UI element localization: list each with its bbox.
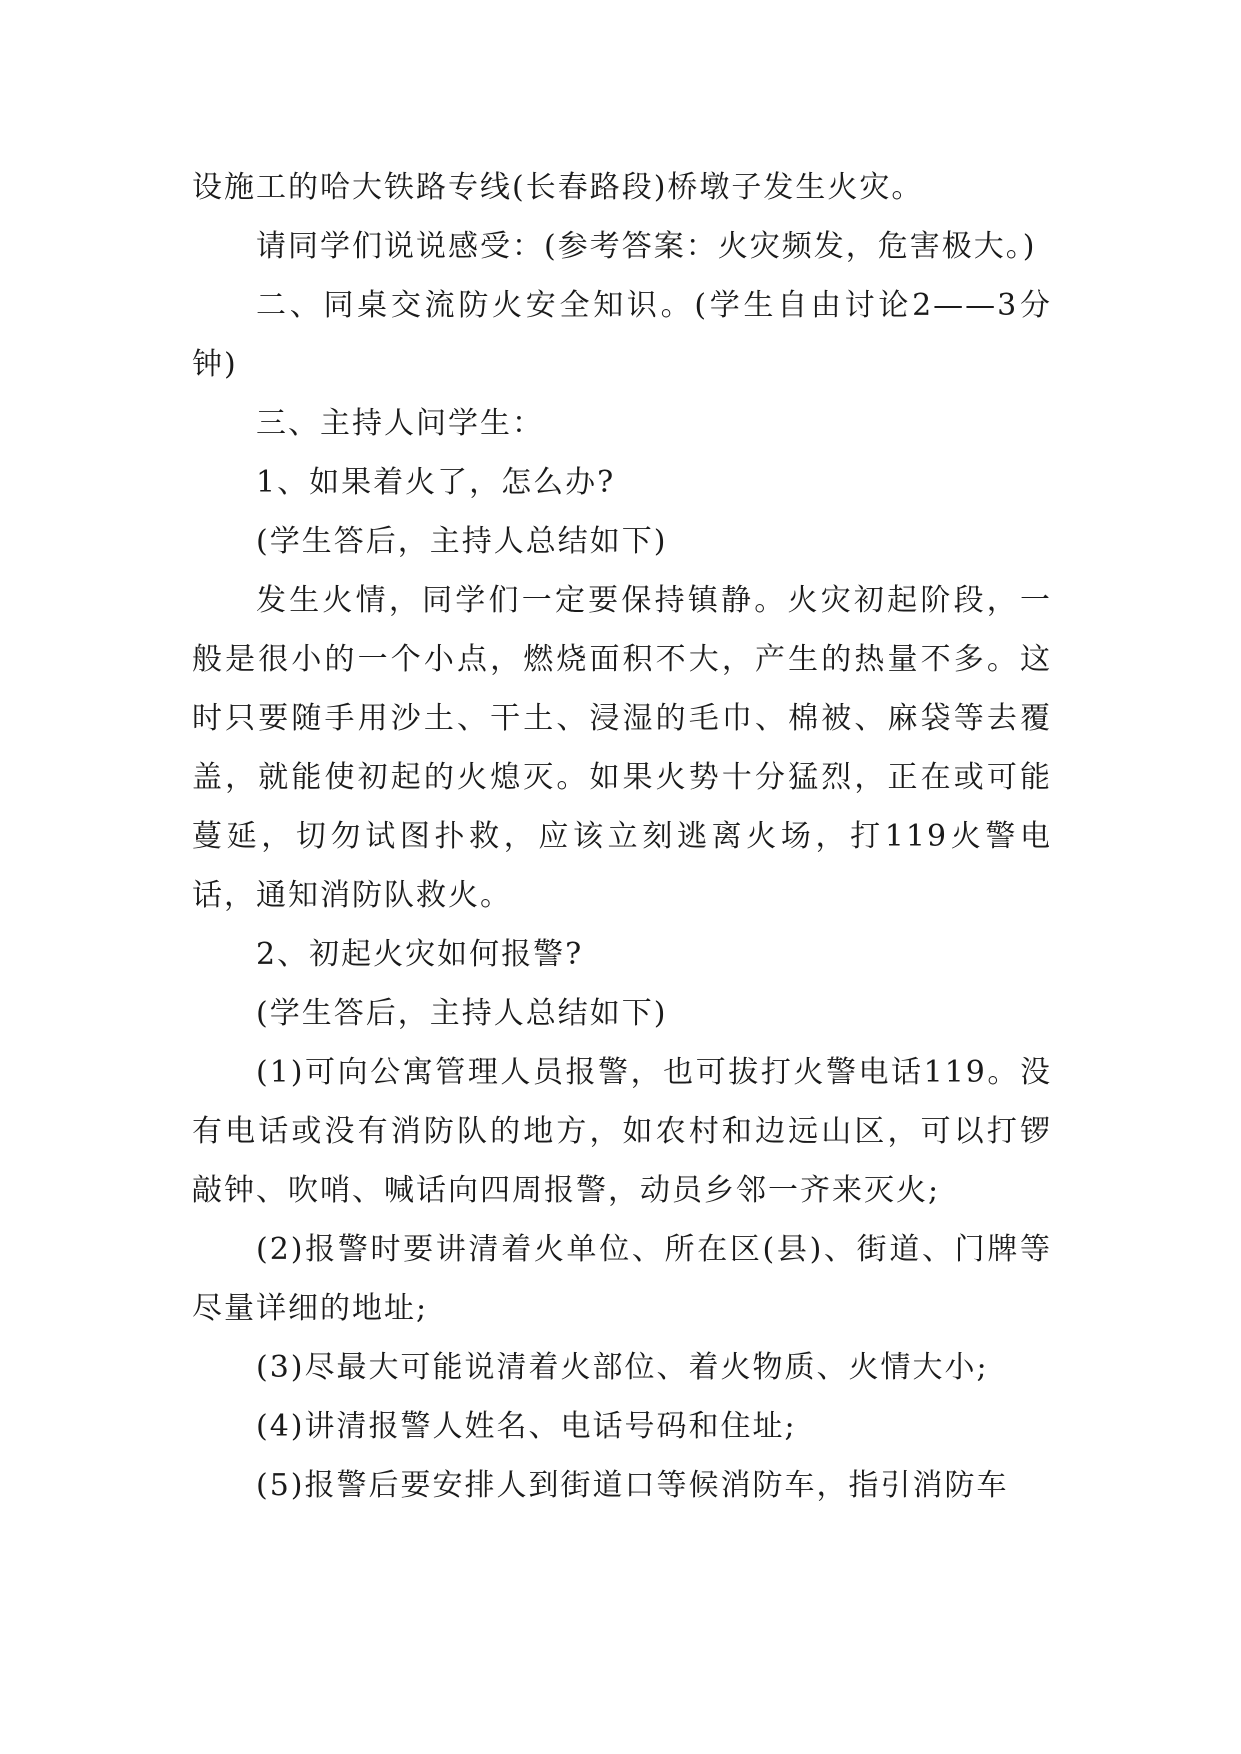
paragraph-14: (5)报警后要安排人到街道口等候消防车，指引消防车 [256, 1468, 1009, 1503]
paragraph-3: 二、同桌交流防火安全知识。(学生自由讨论2——3分钟) [192, 288, 1052, 382]
paragraph-7: 发生火情，同学们一定要保持镇静。火灾初起阶段，一般是很小的一个小点，燃烧面积不大，产生的热量不多。这时只要随手用沙土、干土、浸湿的毛巾、棉被、麻袋等去覆盖，就能使初起的火熄灭。如果火势十分猛烈，正在或可能蔓延，切勿试图扑救，应该立刻逃离火场，打119火警电话，通知消防队救火。 [192, 583, 1052, 913]
paragraph-6: (学生答后，主持人总结如下) [256, 524, 668, 559]
paragraph-8: 2、初起火灾如何报警? [256, 937, 584, 972]
paragraph-10: (1)可向公寓管理人员报警，也可拔打火警电话119。没有电话或没有消防队的地方，如农村和边远山区，可以打锣敲钟、吹哨、喊话向四周报警，动员乡邻一齐来灭火; [192, 1055, 1052, 1208]
paragraph-5: 1、如果着火了，怎么办? [256, 465, 616, 500]
paragraph-13: (4)讲清报警人姓名、电话号码和住址; [256, 1409, 797, 1444]
paragraph-11: (2)报警时要讲清着火单位、所在区(县)、街道、门牌等尽量详细的地址; [192, 1232, 1052, 1326]
document-body [192, 158, 1052, 1515]
paragraph-2: 请同学们说说感受：(参考答案：火灾频发，危害极大。) [256, 229, 1037, 264]
paragraph-12: (3)尽最大可能说清着火部位、着火物质、火情大小; [256, 1350, 989, 1385]
paragraph-4: 三、主持人问学生： [256, 406, 544, 441]
paragraph-9: (学生答后，主持人总结如下) [256, 996, 668, 1031]
paragraph-1: 设施工的哈大铁路专线(长春路段)桥墩子发生火灾。 [192, 170, 924, 205]
